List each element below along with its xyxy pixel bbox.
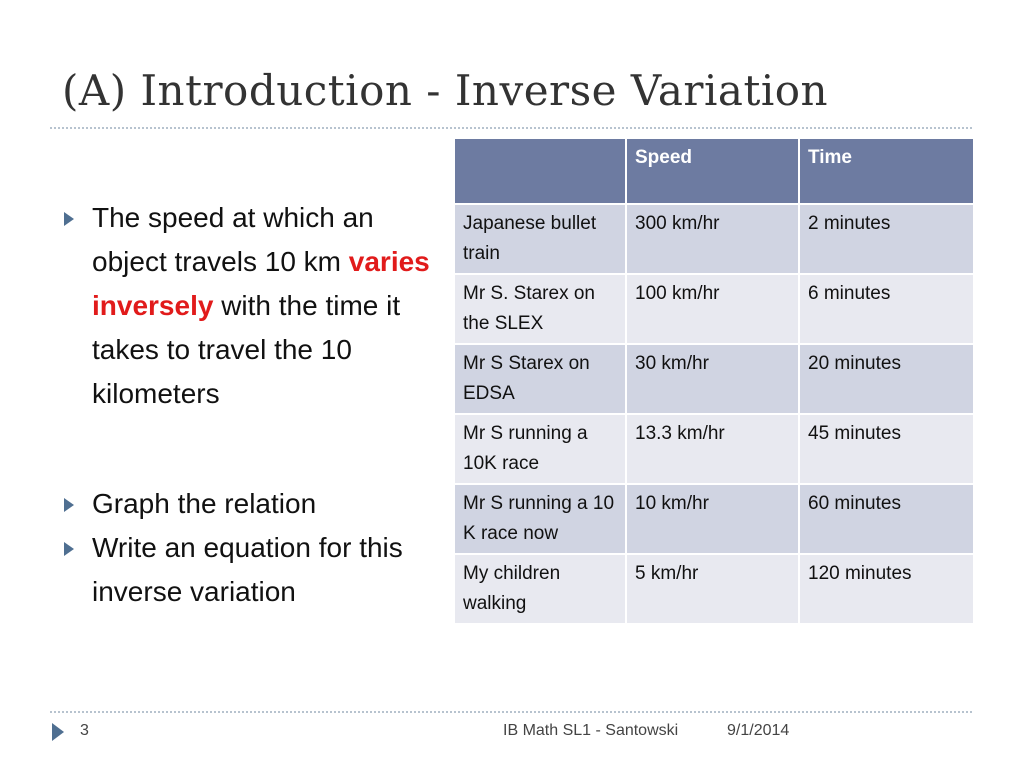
table-cell-object: Mr S running a 10 K race now [454, 484, 626, 554]
triangle-footer-icon [52, 723, 64, 741]
bullet-text-part: The speed at which an object travels 10 km [92, 202, 374, 277]
table-cell-speed: 100 km/hr [626, 274, 799, 344]
bullet-item-graph [62, 482, 442, 526]
table-header-cell [454, 138, 626, 204]
table-row [454, 344, 974, 414]
bullet-item-equation [62, 526, 442, 614]
table-cell-object: Mr S. Starex on the SLEX [454, 274, 626, 344]
table-row [454, 414, 974, 484]
triangle-bullet-icon [64, 212, 74, 226]
table-cell-speed: 10 km/hr [626, 484, 799, 554]
bullet-list [62, 196, 442, 614]
table-cell-time: 60 minutes [799, 484, 974, 554]
table-cell-object: Japanese bullet train [454, 204, 626, 274]
table-cell-speed: 30 km/hr [626, 344, 799, 414]
footer-date: 9/1/2014 [727, 722, 790, 739]
table-row [454, 554, 974, 624]
bullet-emphasis-text: varies inversely [92, 246, 430, 321]
table-header-speed: Speed [626, 138, 799, 204]
slide-number: 3 [80, 722, 89, 739]
triangle-bullet-icon [64, 542, 74, 556]
table-row [454, 274, 974, 344]
table-cell-speed: 13.3 km/hr [626, 414, 799, 484]
table-cell-object: Mr S Starex on EDSA [454, 344, 626, 414]
table-cell-time: 45 minutes [799, 414, 974, 484]
table-row [454, 204, 974, 274]
bullet-item-inverse-definition [62, 196, 442, 416]
bullet-text-part: with the time it takes to travel the 10 kilometers [92, 290, 401, 409]
speed-time-table [453, 137, 975, 625]
footer-divider [50, 711, 972, 713]
table-cell-time: 120 minutes [799, 554, 974, 624]
slide-title: (A) Introduction - Inverse Variation [62, 66, 829, 115]
table-cell-time: 2 minutes [799, 204, 974, 274]
table-cell-time: 20 minutes [799, 344, 974, 414]
table-row [454, 484, 974, 554]
bullet-text: Graph the relation [92, 488, 317, 519]
table-cell-speed: 5 km/hr [626, 554, 799, 624]
table-header-row [454, 138, 974, 204]
table-header-time: Time [799, 138, 974, 204]
footer-course-label: IB Math SL1 - Santowski [503, 722, 679, 739]
table-cell-object: My children walking [454, 554, 626, 624]
triangle-bullet-icon [64, 498, 74, 512]
table-cell-time: 6 minutes [799, 274, 974, 344]
table-cell-speed: 300 km/hr [626, 204, 799, 274]
table-cell-object: Mr S running a 10K race [454, 414, 626, 484]
bullet-text: Write an equation for this inverse variation [92, 532, 403, 607]
title-divider [50, 127, 972, 129]
